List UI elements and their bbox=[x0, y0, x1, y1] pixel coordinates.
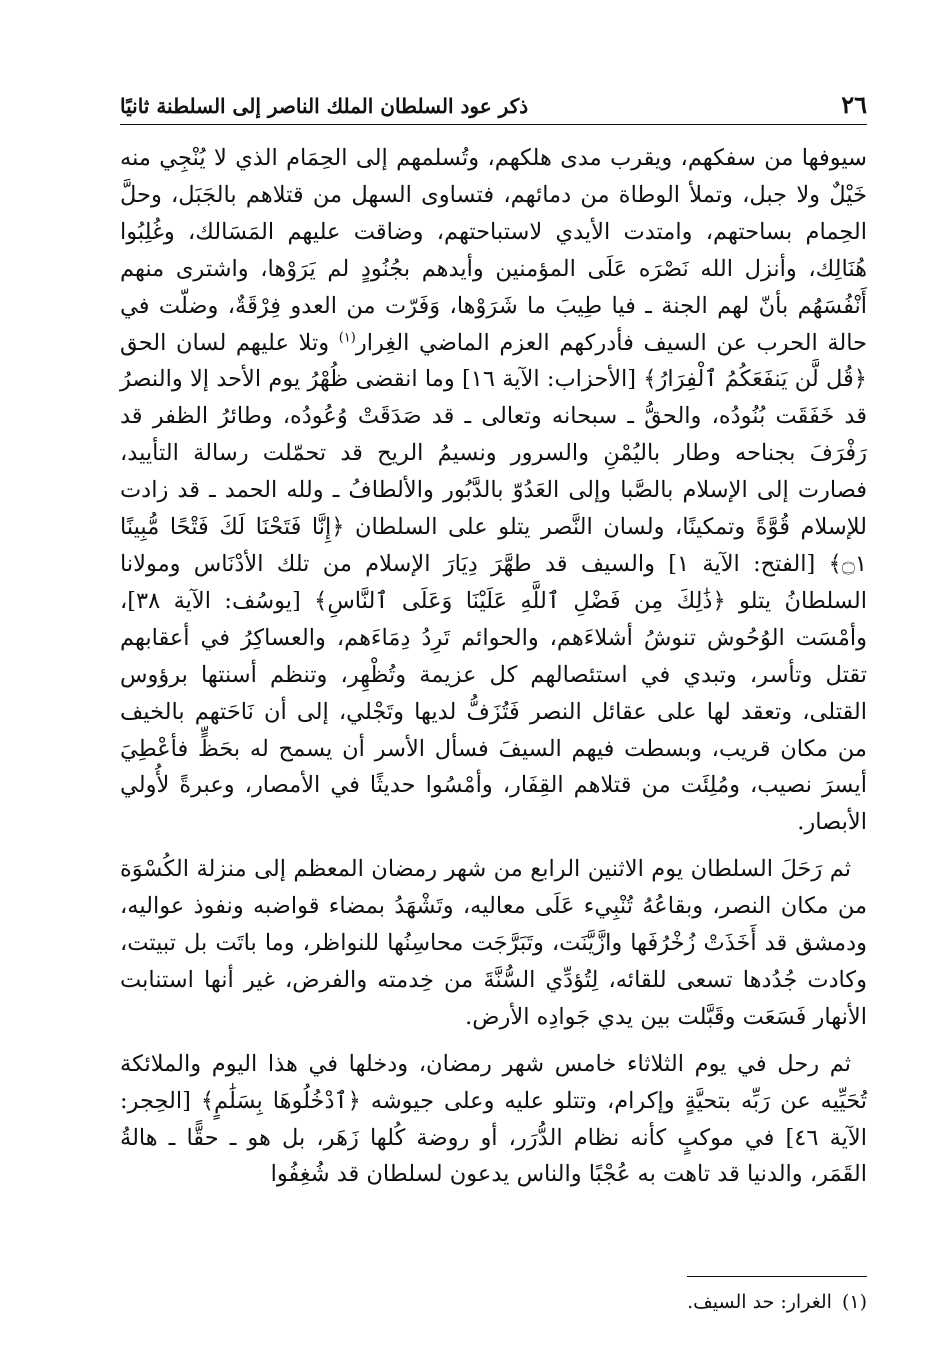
main-text bbox=[120, 140, 867, 1193]
footnote bbox=[120, 1288, 867, 1316]
footnote-number: (١) bbox=[841, 1291, 867, 1313]
paragraph-2: ثم رَحَلَ السلطان يوم الاثنين الرابع من شهر رمضان المعظم إلى منزلة الكُسْوَة من مكان النصر، وبقاعُهُ تُنْبِيء عَلَى معاليه، وتَشْهَدُ بمضاء قواضبه ونفوذ عواليه، ودمشق قد أَخَذَتْ زُخْرُفَها وازَّيَّنَت، وتَبَرَّجَت محاسِنُها للنواظر، وما باتَت بل تبيتت، وكادت جُدُدها تسعى للقائه، لِتُؤدِّي السُّنَّةَ من خِدمته والفرض، غير أنها استنابت الأنهار فَسَعَت وقَبَّلت بين يدي جَوادِه الأرض. bbox=[120, 856, 867, 1030]
header-divider bbox=[120, 124, 867, 125]
page-header bbox=[120, 84, 867, 124]
footnote-reference: (١) bbox=[338, 330, 356, 346]
paragraph-1-text-b: وتلا عليهم لسان الحق ﴿قُل لَّن يَنفَعَكُمُ ٱلْفِرَارُ﴾ [الأحزاب: الآية ١٦] وما انقضى ظُهْرُ يوم الأحد إلا والنصرُ قد خَفَقَت بُنُودُه، والحقُّ ـ سبحانه وتعالى ـ قد صَدَقَتْ وُعُودُه، وطائرُ الظفر قد رَفْرَفَ بجناحه وطار باليُمْنِ والسرور ونسيمُ الريح قد تحمّلت رسالة التأييد، فصارت إلى الإسلام بالصَّبا وإلى العَدُوّ بالدَّبُور والألطافُ ـ ولله الحمد ـ قد زادت للإسلام قُوَّةً وتمكينًا، ولسان النَّصر يتلو على السلطان ﴿إِنَّا فَتَحْنَا لَكَ فَتْحًا مُّبِينًا ۝١﴾ [الفتح: الآية ١] والسيف قد طهَّرَ دِيَارَ الإسلام من تلك الأدْنَاس ومولانا السلطانُ يتلو ﴿ذَٰلِكَ مِن فَضْلِ ٱللَّهِ عَلَيْنَا وَعَلَى ٱلنَّاسِ﴾ [يوسُف: الآية ٣٨]، وأمْسَت الوُحُوش تنوشُ أشلاءَهم، والحوائم تَرِدُ دِمَاءَهم، والعساكِرُ في أعقابهم تقتل وتأسر، وتبدي في استئصالهم كل عزيمة وتُظْهِر، وتنظم أسنتها برؤوس القتلى، وتعقد لها على عقائل النصر فَتُزَفُّ لديها وتَجْلي، إلى أن نَاحَتهم بالخيف من مكان قريب، وبسطت فيهم السيفَ فسأل الأسر أن يسمح له بحَظٍّ فأعْطِيَ أيسرَ نصيب، ومُلِئَت من قتلاهم القِفَار، وأمْسُوا حديثًا في الأمصار، وعبرةً لأُولي الأبصار. bbox=[120, 329, 868, 836]
paragraph-1 bbox=[120, 140, 867, 841]
paragraph-3: ثم رحل في يوم الثلاثاء خامس شهر رمضان، ودخلها في هذا اليوم والملائكة تُحَيِّيه عن رَبِّه بتحيَّةٍ وإكرام، وتتلو عليه وعلى جيوشه ﴿ٱدْخُلُوهَا بِسَلَٰمٍ﴾ [الحِجر: الآية ٤٦] في موكبٍ كأنه نظام الدُّرَر، أو روضة كُلها زَهَر، بل هو ـ حقًّا ـ هالةُ القَمَر، والدنيا قد تاهت به عُجْبًا والناس يدعون لسلطان قد شُغِفُوا bbox=[120, 1050, 867, 1188]
page-number: ٢٦ bbox=[841, 90, 867, 119]
running-title: ذكر عود السلطان الملك الناصر إلى السلطنة ثانيًا bbox=[120, 94, 529, 118]
paragraph-1-text-a: سيوفها من سفكهم، ويقرب مدى هلكهم، وتُسلمهم إلى الحِمَام الذي لا يُنْجِي منه خَيْلٌ ولا جبل، وتملأ الوطاة من دمائهم، فتساوى السهل من قتلاهم بالجَبَل، وحلَّ الحِمام بساحتهم، وامتدت الأيدي لاستباحتهم، وضاقت عليهم المَسَالك، وغُلِبُوا هُنَالِك، وأنزل الله نَصْرَه عَلَى المؤمنين وأيدهم بجُنُودٍ لم يَرَوْها، واشترى منهم أَنْفُسَهُم بأنّ لهم الجنة ـ فيا طِيبَ ما شَرَوْها، وَفَرّت من العدو فِرْقَةٌ، وضلّت في حالة الحرب عن السيف فأدركهم العزم الماضي الغِرار bbox=[120, 145, 868, 356]
footnote-divider bbox=[687, 1276, 867, 1277]
footnote-text: الغرار: حد السيف. bbox=[687, 1291, 832, 1313]
book-page bbox=[120, 0, 867, 1372]
